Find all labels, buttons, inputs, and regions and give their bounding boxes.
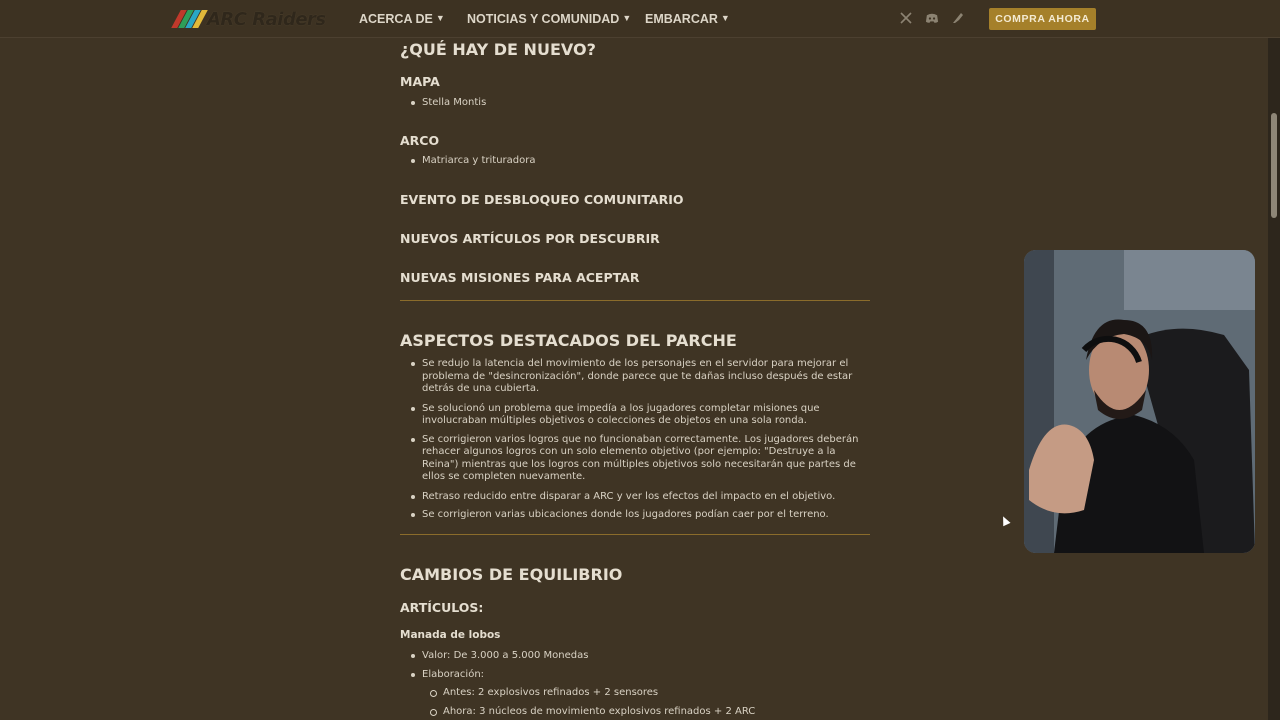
mouse-cursor: [999, 515, 1010, 527]
nav-acerca-de-label: ACERCA DE: [359, 12, 433, 26]
nav-acerca-de[interactable]: [359, 0, 445, 38]
scrollbar-thumb[interactable]: [1271, 113, 1277, 218]
chevron-down-icon: ▼: [720, 13, 730, 23]
top-navigation-bar: [0, 0, 1280, 38]
webcam-overlay: [1024, 250, 1255, 553]
logo-stripes-icon: [176, 10, 203, 28]
map-heading: MAPA: [400, 74, 440, 89]
page-scrollbar[interactable]: [1268, 38, 1280, 720]
arc-heading: ARCO: [400, 133, 440, 148]
list-item: Elaboración:: [400, 669, 870, 682]
list-item: Se corrigieron varios logros que no funcionaban correctamente. Los jugadores deberán rehacer algunos logros con un solo elemento objetivo (por ejemplo: "Destruye a la Reina") mientras que los logros con múltiples objetivos solo necesitarán que partes de ellos se completen nuevamente.: [400, 434, 870, 484]
articles-heading: ARTÍCULOS:: [400, 600, 484, 615]
section-divider: [400, 300, 870, 301]
nav-embarcar-label: EMBARCAR: [645, 12, 718, 26]
arc-raiders-logo[interactable]: [176, 9, 326, 29]
social-links: [899, 11, 965, 25]
nav-noticias-label: NOTICIAS Y COMUNIDAD: [467, 12, 620, 26]
section-divider: [400, 534, 870, 535]
community-event-heading: EVENTO DE DESBLOQUEO COMUNITARIO: [400, 192, 684, 207]
logo-text: ARC Raiders: [207, 8, 326, 30]
chevron-down-icon: ▼: [435, 13, 445, 23]
highlights-title: ASPECTOS DESTACADOS DEL PARCHE: [400, 331, 737, 350]
nav-noticias[interactable]: [467, 0, 631, 38]
list-item: Se solucionó un problema que impedía a los jugadores completar misiones que involucraban múltiples objetivos o colecciones de objetos en una sola ronda.: [400, 403, 870, 428]
balance-title: CAMBIOS DE EQUILIBRIO: [400, 565, 623, 584]
highlights-list: [400, 358, 870, 522]
list-item: Valor: De 3.000 a 5.000 Monedas: [400, 650, 870, 663]
bird-icon[interactable]: [951, 11, 965, 25]
list-item: Antes: 2 explosivos refinados + 2 sensores: [400, 687, 870, 700]
buy-now-button[interactable]: COMPRA AHORA: [989, 8, 1096, 30]
list-item: Matriarca y trituradora: [400, 155, 870, 168]
item-details-list: [400, 650, 870, 681]
list-item: Ahora: 3 núcleos de movimiento explosivos refinados + 2 ARC: [400, 706, 870, 719]
list-item: Retraso reducido entre disparar a ARC y ver los efectos del impacto en el objetivo.: [400, 491, 870, 504]
new-items-heading: NUEVOS ARTÍCULOS POR DESCUBRIR: [400, 231, 660, 246]
list-item: Stella Montis: [400, 97, 870, 110]
discord-icon[interactable]: [925, 11, 939, 25]
chevron-down-icon: ▼: [622, 13, 632, 23]
x-icon[interactable]: [899, 11, 913, 25]
map-list: [400, 97, 870, 110]
item-name: Manada de lobos: [400, 629, 501, 641]
list-item: Se corrigieron varias ubicaciones donde los jugadores podían caer por el terreno.: [400, 509, 870, 522]
streamer-video-frame: [1024, 250, 1255, 553]
nav-embarcar[interactable]: [645, 0, 730, 38]
whats-new-title: ¿QUÉ HAY DE NUEVO?: [400, 40, 596, 59]
list-item: Se redujo la latencia del movimiento de los personajes en el servidor para mejorar el problema de "desincronización", donde parece que te dañas incluso después de estar detrás de una cubierta.: [400, 358, 870, 396]
crafting-sublist: [400, 687, 870, 718]
arc-list: [400, 155, 870, 168]
new-missions-heading: NUEVAS MISIONES PARA ACEPTAR: [400, 270, 640, 285]
